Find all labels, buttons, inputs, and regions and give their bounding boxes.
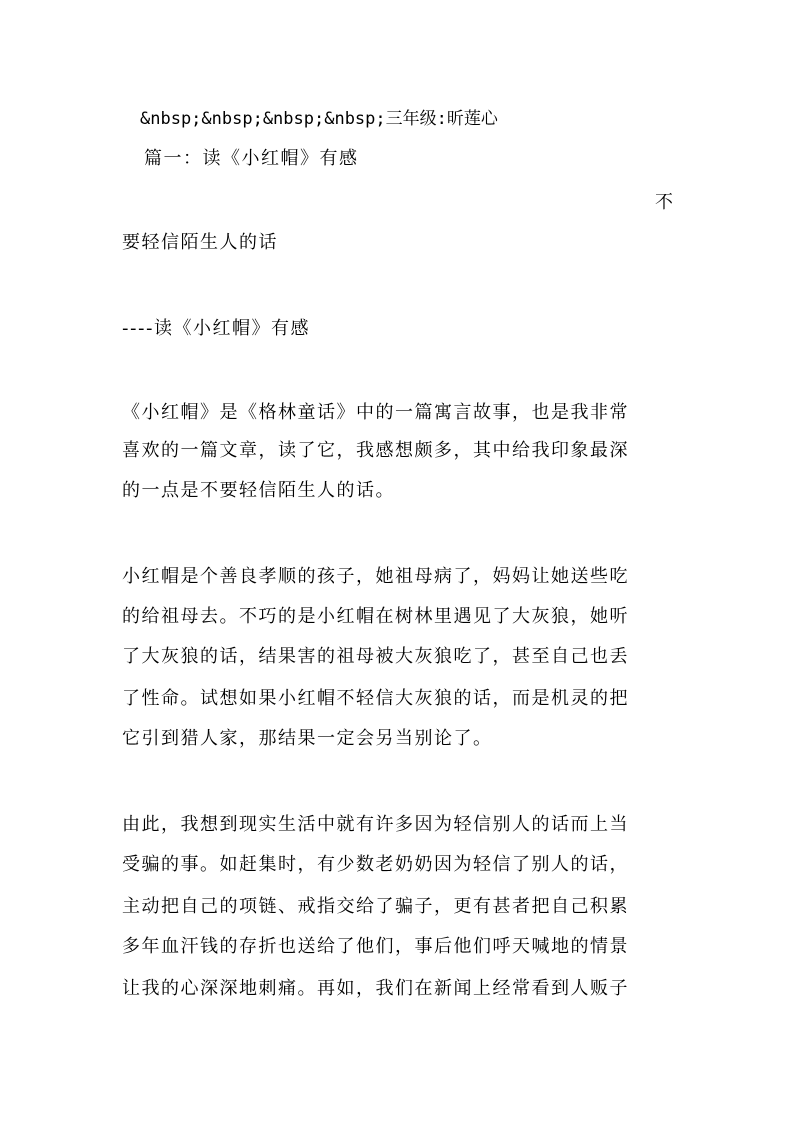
paragraph-2-line: 的给祖母去。不巧的是小红帽在树林里遇见了大灰狼，她听: [122, 606, 629, 627]
chapter-title: 篇一：读《小红帽》有感: [144, 148, 359, 169]
paragraph-3-line: 受骗的事。如赶集时，有少数老奶奶因为轻信了别人的话，: [122, 854, 629, 875]
header-line: &nbsp;&nbsp;&nbsp;&nbsp;三年级:昕莲心: [140, 109, 498, 129]
paragraph-3-line: 主动把自己的项链、戒指交给了骗子，更有甚者把自己积累: [122, 896, 629, 917]
paragraph-3-line: 由此，我想到现实生活中就有许多因为轻信别人的话而上当: [122, 814, 629, 835]
paragraph-1-line: 的一点是不要轻信陌生人的话。: [122, 480, 395, 501]
subtitle: ----读《小红帽》有感: [122, 318, 310, 339]
paragraph-2-line: 小红帽是个善良孝顺的孩子，她祖母病了，妈妈让她送些吃: [122, 566, 629, 587]
paragraph-3-line: 多年血汗钱的存折也送给了他们，事后他们呼天喊地的情景: [122, 936, 629, 957]
paragraph-1-line: 《小红帽》是《格林童话》中的一篇寓言故事，也是我非常: [122, 402, 629, 423]
title-line-1: 不: [655, 192, 675, 213]
paragraph-2-line: 它引到猎人家，那结果一定会另当别论了。: [122, 728, 493, 749]
title-line-2: 要轻信陌生人的话: [122, 232, 278, 253]
paragraph-2-line: 了性命。试想如果小红帽不轻信大灰狼的话，而是机灵的把: [122, 688, 629, 709]
paragraph-1-line: 喜欢的一篇文章，读了它，我感想颇多，其中给我印象最深: [122, 440, 629, 461]
paragraph-2-line: 了大灰狼的话，结果害的祖母被大灰狼吃了，甚至自己也丢: [122, 646, 629, 667]
paragraph-3-line: 让我的心深深地刺痛。再如，我们在新闻上经常看到人贩子: [122, 978, 629, 999]
